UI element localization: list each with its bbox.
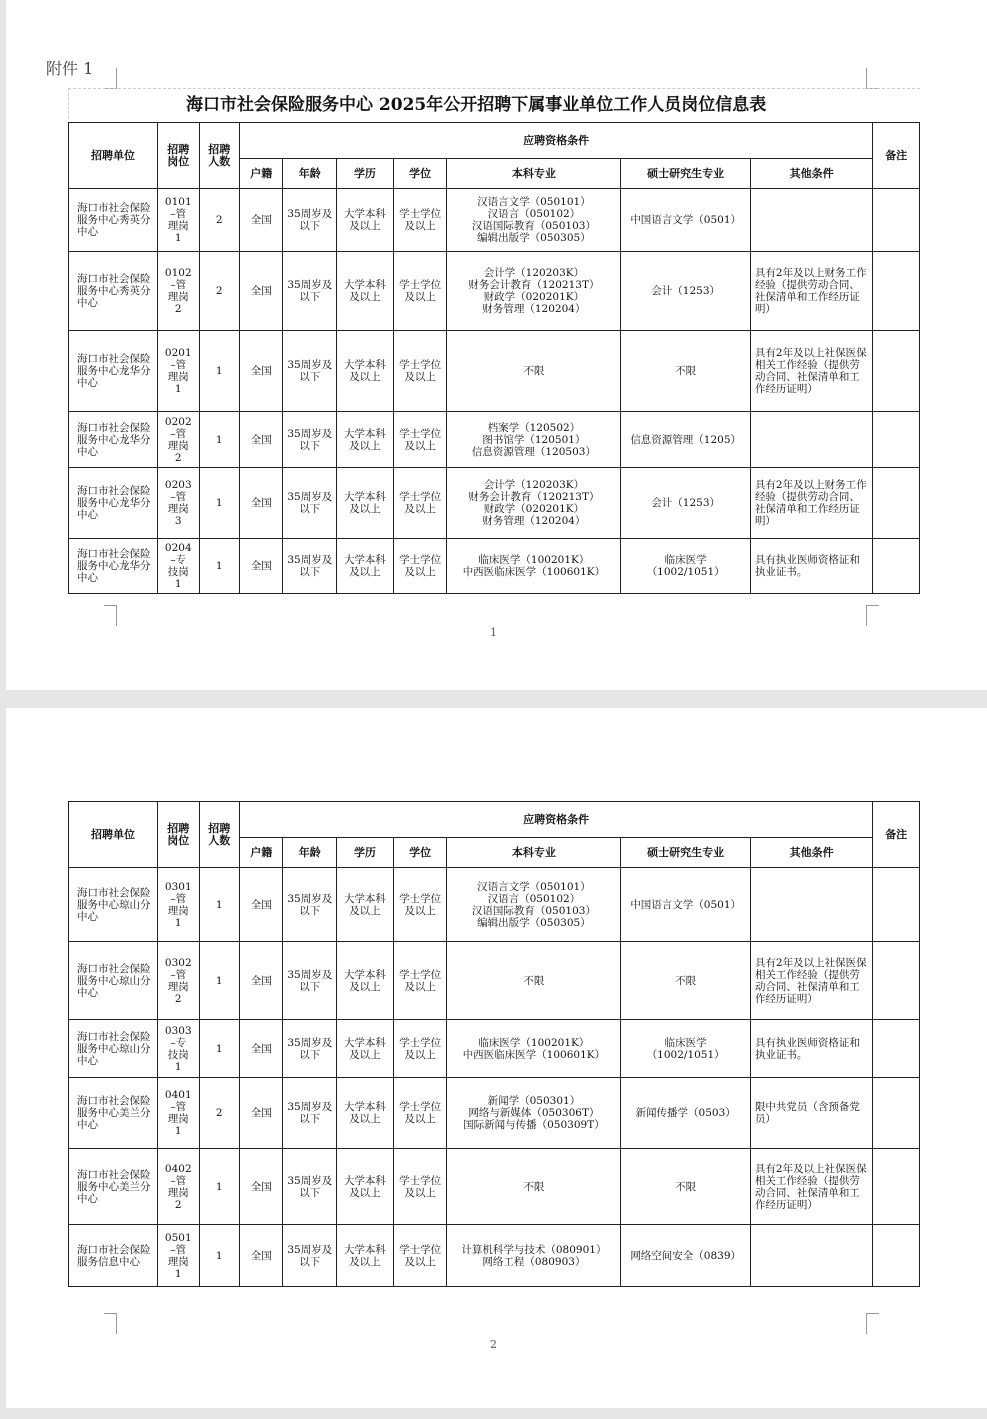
table-row [69,1225,920,1287]
cell-degree: 学士学位及以上 [393,1225,447,1287]
crop-mark [104,1313,117,1334]
header-other-conditions: 其他条件 [750,838,872,868]
cell-other-conditions: 具有2年及以上财务工作经验（提供劳动合同、社保清单和工作经历证明） [750,252,872,331]
cell-unit: 海口市社会保险服务信息中心 [69,1225,158,1287]
cell-count: 2 [199,189,239,252]
cell-degree: 学士学位及以上 [393,539,447,594]
cell-other-conditions [750,189,872,252]
cell-count: 1 [199,412,239,468]
cell-master-major: 不限 [621,942,751,1020]
cell-count: 1 [199,331,239,412]
cell-other-conditions: 具有2年及以上社保医保相关工作经验（提供劳动合同、社保清单和工作经历证明） [750,331,872,412]
table-row [69,412,920,468]
cell-post: 0204 –专 技岗 1 [158,539,199,594]
cell-master-major: 中国语言文学（0501） [621,189,751,252]
cell-age: 35周岁及以下 [283,1225,337,1287]
cell-age: 35周岁及以下 [283,868,337,942]
cell-hukou: 全国 [239,252,283,331]
cell-unit: 海口市社会保险服务中心琼山分中心 [69,868,158,942]
cell-master-major: 会计（1253） [621,468,751,539]
cell-remarks [873,1149,920,1225]
header-other-conditions: 其他条件 [750,159,872,189]
header-undergrad-major: 本科专业 [447,838,621,868]
cell-remarks [873,1225,920,1287]
document-page-2 [6,708,987,1408]
header-post: 招聘 岗位 [158,802,199,868]
cell-unit: 海口市社会保险服务中心龙华分中心 [69,468,158,539]
cell-education: 大学本科及以上 [337,468,394,539]
header-age: 年龄 [283,838,337,868]
cell-education: 大学本科及以上 [337,868,394,942]
cell-undergrad-major: 不限 [447,331,621,412]
cell-unit: 海口市社会保险服务中心琼山分中心 [69,1020,158,1078]
cell-undergrad-major: 新闻学（050301） 网络与新媒体（050306T） 国际新闻与传播（050309T） [447,1078,621,1149]
cell-master-major: 中国语言文学（0501） [621,868,751,942]
cell-degree: 学士学位及以上 [393,331,447,412]
cell-post: 0301 –管 理岗 1 [158,868,199,942]
header-count: 招聘 人数 [199,123,239,189]
cell-undergrad-major: 汉语言文学（050101） 汉语言（050102） 汉语国际教育（050103） 编辑出版学（050305） [447,189,621,252]
crop-mark [104,68,117,89]
document-page-1 [6,0,987,690]
cell-hukou: 全国 [239,868,283,942]
cell-education: 大学本科及以上 [337,331,394,412]
table-row [69,1020,920,1078]
cell-unit: 海口市社会保险服务中心龙华分中心 [69,412,158,468]
cell-age: 35周岁及以下 [283,1078,337,1149]
cell-post: 0101 –管 理岗 1 [158,189,199,252]
cell-count: 2 [199,252,239,331]
cell-age: 35周岁及以下 [283,539,337,594]
cell-hukou: 全国 [239,468,283,539]
cell-post: 0302 –管 理岗 2 [158,942,199,1020]
cell-education: 大学本科及以上 [337,1078,394,1149]
cell-other-conditions [750,1225,872,1287]
cell-count: 2 [199,1078,239,1149]
header-remarks: 备注 [873,802,920,868]
cell-unit: 海口市社会保险服务中心秀英分中心 [69,189,158,252]
cell-degree: 学士学位及以上 [393,1149,447,1225]
cell-remarks [873,412,920,468]
job-table [68,801,920,1287]
cell-age: 35周岁及以下 [283,412,337,468]
cell-undergrad-major: 临床医学（100201K） 中西医临床医学（100601K） [447,1020,621,1078]
cell-education: 大学本科及以上 [337,539,394,594]
table-row [69,1078,920,1149]
cell-master-major: 临床医学 （1002/1051） [621,539,751,594]
cell-education: 大学本科及以上 [337,252,394,331]
cell-master-major: 信息资源管理（1205） [621,412,751,468]
cell-unit: 海口市社会保险服务中心美兰分中心 [69,1078,158,1149]
cell-master-major: 临床医学 （1002/1051） [621,1020,751,1078]
header-undergrad-major: 本科专业 [447,159,621,189]
cell-education: 大学本科及以上 [337,1149,394,1225]
cell-other-conditions [750,868,872,942]
header-post: 招聘 岗位 [158,123,199,189]
cell-remarks [873,539,920,594]
cell-education: 大学本科及以上 [337,942,394,1020]
cell-education: 大学本科及以上 [337,412,394,468]
cell-remarks [873,1078,920,1149]
job-table [68,122,920,594]
cell-remarks [873,1020,920,1078]
cell-other-conditions: 具有2年及以上财务工作经验（提供劳动合同、社保清单和工作经历证明） [750,468,872,539]
table-row [69,468,920,539]
cell-hukou: 全国 [239,1078,283,1149]
header-degree: 学位 [393,159,447,189]
table-row [69,189,920,252]
header-degree: 学位 [393,838,447,868]
cell-post: 0201 –管 理岗 1 [158,331,199,412]
table-row [69,868,920,942]
header-education: 学历 [337,838,394,868]
header-master-major: 硕士研究生专业 [621,159,751,189]
cell-unit: 海口市社会保险服务中心龙华分中心 [69,539,158,594]
cell-undergrad-major: 会计学（120203K） 财务会计教育（120213T） 财政学（020201K） 财务管理（120204） [447,468,621,539]
header-age: 年龄 [283,159,337,189]
crop-mark [866,605,879,626]
cell-age: 35周岁及以下 [283,331,337,412]
header-unit: 招聘单位 [69,123,158,189]
cell-degree: 学士学位及以上 [393,868,447,942]
cell-hukou: 全国 [239,331,283,412]
cell-post: 0402 –管 理岗 2 [158,1149,199,1225]
page-number: 2 [490,1338,497,1351]
header-unit: 招聘单位 [69,802,158,868]
cell-unit: 海口市社会保险服务中心秀英分中心 [69,252,158,331]
cell-other-conditions [750,412,872,468]
cell-degree: 学士学位及以上 [393,468,447,539]
cell-undergrad-major: 档案学（120502） 图书馆学（120501） 信息资源管理（120503） [447,412,621,468]
cell-other-conditions: 具有2年及以上社保医保相关工作经验（提供劳动合同、社保清单和工作经历证明） [750,1149,872,1225]
cell-age: 35周岁及以下 [283,468,337,539]
page-title: 海口市社会保险服务中心 2025年公开招聘下属事业单位工作人员岗位信息表 [186,95,767,115]
cell-remarks [873,942,920,1020]
cell-age: 35周岁及以下 [283,252,337,331]
cell-unit: 海口市社会保险服务中心美兰分中心 [69,1149,158,1225]
table-row [69,252,920,331]
cell-master-major: 新闻传播学（0503） [621,1078,751,1149]
cell-hukou: 全国 [239,1149,283,1225]
cell-education: 大学本科及以上 [337,1225,394,1287]
cell-other-conditions: 具有执业医师资格证和执业证书。 [750,539,872,594]
cell-education: 大学本科及以上 [337,189,394,252]
cell-post: 0102 –管 理岗 2 [158,252,199,331]
page-number: 1 [490,626,497,639]
cell-age: 35周岁及以下 [283,942,337,1020]
cell-master-major: 网络空间安全（0839） [621,1225,751,1287]
cell-post: 0203 –管 理岗 3 [158,468,199,539]
cell-undergrad-major: 会计学（120203K） 财务会计教育（120213T） 财政学（020201K） 财务管理（120204） [447,252,621,331]
cell-undergrad-major: 不限 [447,942,621,1020]
header-qualifications: 应聘资格条件 [239,123,872,159]
header-hukou: 户籍 [239,838,283,868]
cell-other-conditions: 限中共党员（含预备党员） [750,1078,872,1149]
cell-degree: 学士学位及以上 [393,942,447,1020]
table-row [69,539,920,594]
cell-undergrad-major: 不限 [447,1149,621,1225]
cell-remarks [873,868,920,942]
cell-count: 1 [199,1225,239,1287]
cell-hukou: 全国 [239,1020,283,1078]
cell-degree: 学士学位及以上 [393,252,447,331]
cell-count: 1 [199,539,239,594]
cell-education: 大学本科及以上 [337,1020,394,1078]
cell-master-major: 会计（1253） [621,252,751,331]
cell-post: 0501 –管 理岗 1 [158,1225,199,1287]
header-education: 学历 [337,159,394,189]
cell-count: 1 [199,868,239,942]
header-remarks: 备注 [873,123,920,189]
cell-age: 35周岁及以下 [283,189,337,252]
cell-hukou: 全国 [239,412,283,468]
cell-degree: 学士学位及以上 [393,1020,447,1078]
cell-unit: 海口市社会保险服务中心琼山分中心 [69,942,158,1020]
table-row [69,331,920,412]
header-qualifications: 应聘资格条件 [239,802,872,838]
cell-hukou: 全国 [239,942,283,1020]
cell-age: 35周岁及以下 [283,1020,337,1078]
cell-post: 0303 –专 技岗 1 [158,1020,199,1078]
cell-degree: 学士学位及以上 [393,189,447,252]
cell-undergrad-major: 计算机科学与技术（080901） 网络工程（080903） [447,1225,621,1287]
cell-hukou: 全国 [239,1225,283,1287]
cell-master-major: 不限 [621,1149,751,1225]
cell-undergrad-major: 临床医学（100201K） 中西医临床医学（100601K） [447,539,621,594]
cell-hukou: 全国 [239,539,283,594]
header-hukou: 户籍 [239,159,283,189]
cell-degree: 学士学位及以上 [393,1078,447,1149]
cell-post: 0401 –管 理岗 1 [158,1078,199,1149]
cell-remarks [873,468,920,539]
cell-other-conditions: 具有2年及以上社保医保相关工作经验（提供劳动合同、社保清单和工作经历证明） [750,942,872,1020]
cell-other-conditions: 具有执业医师资格证和执业证书。 [750,1020,872,1078]
cell-count: 1 [199,1149,239,1225]
cell-remarks [873,189,920,252]
attachment-label: 附件 1 [46,59,94,78]
cell-post: 0202 –管 理岗 2 [158,412,199,468]
cell-count: 1 [199,942,239,1020]
crop-mark [866,68,879,89]
header-count: 招聘 人数 [199,802,239,868]
cell-unit: 海口市社会保险服务中心龙华分中心 [69,331,158,412]
table-row [69,942,920,1020]
cell-master-major: 不限 [621,331,751,412]
cell-degree: 学士学位及以上 [393,412,447,468]
crop-mark [104,605,117,626]
cell-undergrad-major: 汉语言文学（050101） 汉语言（050102） 汉语国际教育（050103） 编辑出版学（050305） [447,868,621,942]
crop-mark [866,1313,879,1334]
cell-hukou: 全国 [239,189,283,252]
cell-remarks [873,252,920,331]
table-row [69,1149,920,1225]
cell-count: 1 [199,468,239,539]
cell-remarks [873,331,920,412]
cell-count: 1 [199,1020,239,1078]
header-master-major: 硕士研究生专业 [621,838,751,868]
cell-age: 35周岁及以下 [283,1149,337,1225]
